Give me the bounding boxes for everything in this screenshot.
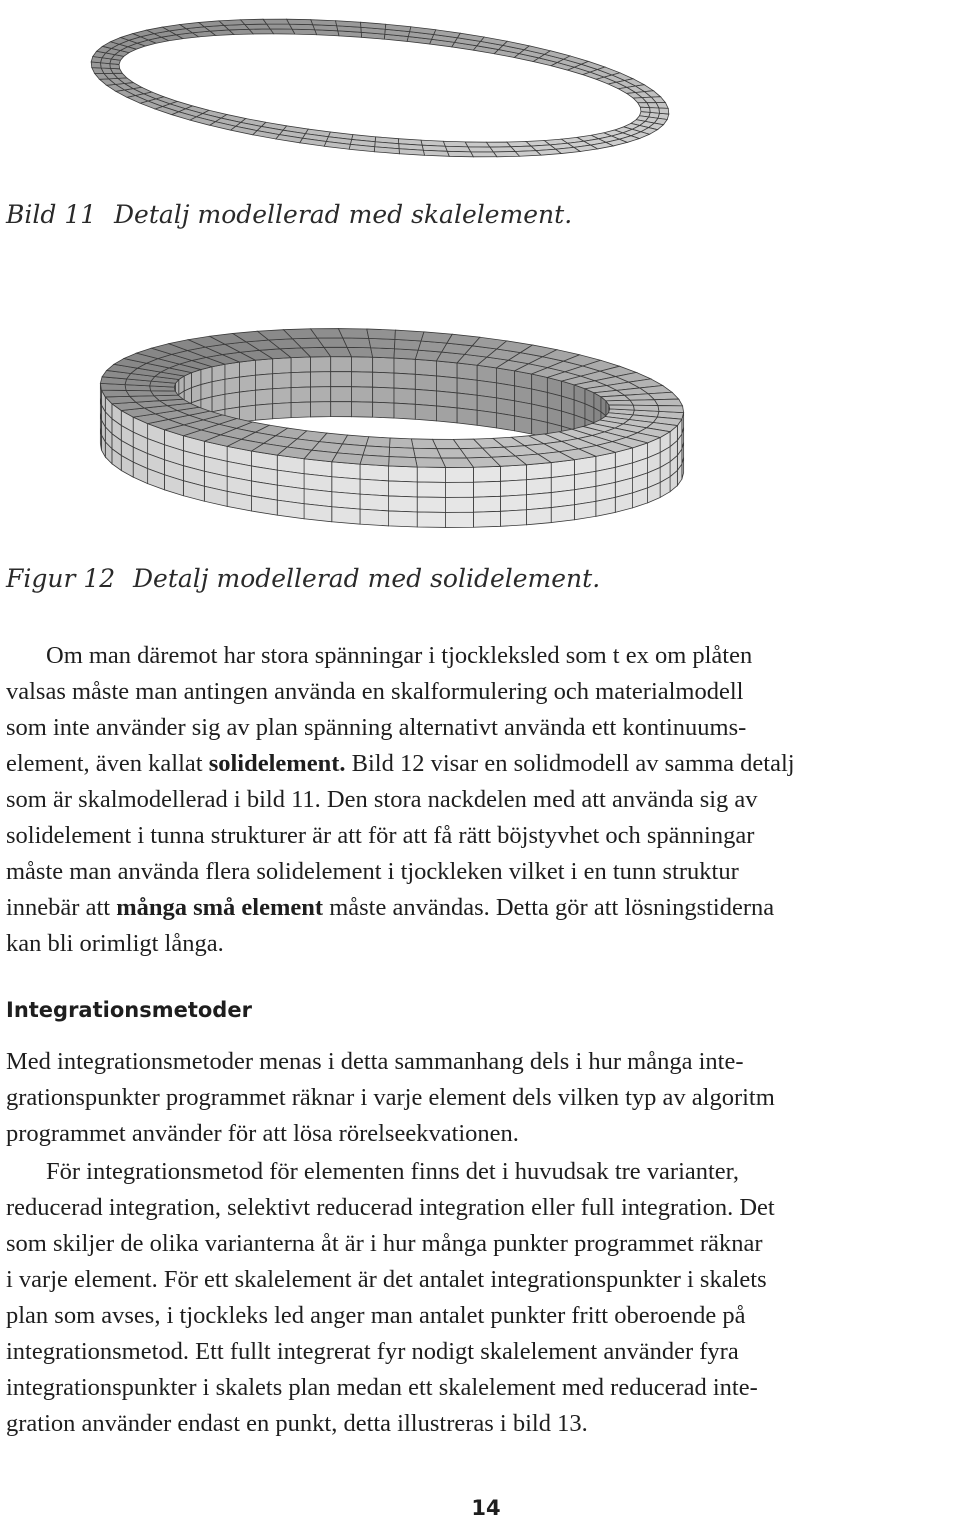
- mesh-element: [417, 467, 445, 482]
- mesh-element: [367, 329, 396, 339]
- mesh-element: [291, 387, 310, 403]
- paragraph-solid-elements: [6, 638, 956, 962]
- text-line: som är skalmodellerad i bild 11. Den stora nackdelen med att använda sig av: [6, 786, 758, 813]
- mesh-element: [500, 510, 526, 527]
- mesh-element: [415, 458, 445, 468]
- mesh-element: [373, 372, 394, 388]
- mesh-element: [415, 404, 436, 421]
- mesh-element: [659, 108, 669, 114]
- mesh-element: [351, 357, 372, 372]
- mesh-element: [526, 478, 551, 495]
- mesh-element: [399, 149, 424, 156]
- mesh-element: [332, 462, 360, 479]
- text-line: grationspunkter programmet räknar i varje element dels vilken typ av algoritm: [6, 1084, 775, 1111]
- mesh-element: [347, 347, 373, 357]
- mesh-element: [633, 405, 659, 411]
- text-line: För integrationsmetod för elementen finns det i huvudsak tre varianter,: [46, 1158, 739, 1185]
- paragraph-integration-methods: [6, 1044, 956, 1152]
- mesh-element: [526, 508, 551, 525]
- mesh-element: [263, 19, 289, 24]
- mesh-element: [255, 404, 272, 420]
- mesh-element: [471, 152, 497, 157]
- text-line: måste man använda flera solidelement i tjockleken vilket i en tunn struktur: [6, 858, 739, 885]
- mesh-element: [239, 390, 255, 407]
- text-line: som skiljer de olika varianterna åt är i hur många punkter programmet räknar: [6, 1230, 763, 1257]
- mesh-element: [369, 338, 395, 348]
- mesh-element: [415, 374, 436, 391]
- mesh-element: [436, 361, 457, 378]
- mesh-element: [126, 390, 154, 396]
- mesh-element: [212, 394, 225, 412]
- figure-11-caption: [6, 200, 572, 229]
- mesh-element: [331, 402, 352, 417]
- mesh-element: [389, 466, 418, 482]
- mesh-element: [447, 151, 473, 157]
- text-line: Med integrationsmetoder menas i detta sammanhang dels i hur många inte-: [6, 1048, 744, 1075]
- mesh-element: [360, 464, 389, 481]
- mesh-element: [151, 391, 179, 396]
- mesh-element: [473, 511, 500, 527]
- mesh-element: [255, 359, 272, 375]
- mesh-element: [394, 358, 415, 374]
- mesh-element: [446, 482, 474, 497]
- shell-ring-graphic: [0, 0, 960, 175]
- mesh-element: [277, 500, 304, 519]
- mesh-element: [493, 152, 519, 157]
- mesh-element: [311, 20, 337, 26]
- mesh-element: [332, 477, 360, 494]
- mesh-element: [239, 375, 255, 392]
- mesh-element: [417, 497, 445, 512]
- mesh-element: [457, 363, 477, 380]
- figure-12-caption: [6, 564, 600, 593]
- text-line: gration använder endast en punkt, detta illustreras i bild 13.: [6, 1410, 588, 1437]
- text-line: innebär att många små element måste användas. Detta gör att lösningstiderna: [6, 894, 775, 921]
- mesh-element: [270, 29, 295, 34]
- mesh-element: [486, 142, 511, 147]
- mesh-element: [500, 465, 526, 482]
- mesh-element: [417, 482, 445, 497]
- mesh-element: [101, 390, 129, 397]
- mesh-element: [351, 402, 372, 417]
- mesh-element: [389, 481, 418, 497]
- mesh-element: [413, 448, 441, 458]
- mesh-element: [630, 400, 658, 406]
- mesh-element: [360, 455, 389, 466]
- mesh-element: [473, 466, 500, 482]
- mesh-element: [273, 373, 291, 389]
- text-line: solidelement i tunna strukturer är att för att få rätt böjstyvhet och spänningar: [6, 822, 755, 849]
- mesh-element: [423, 150, 449, 156]
- mesh-element: [658, 406, 684, 413]
- text-line: valsas måste man antingen använda en skalformulering och materialmodell: [6, 678, 744, 705]
- paragraph-integration-variants: [6, 1154, 956, 1442]
- emphasis-many-small-elements: många små element: [116, 894, 324, 921]
- mesh-element: [245, 24, 270, 29]
- mesh-element: [411, 439, 437, 449]
- mesh-element: [457, 408, 477, 425]
- mesh-element: [343, 338, 371, 348]
- text-line: plan som avses, i tjockleks led anger man antalet punkter fritt oberoende på: [6, 1302, 746, 1329]
- mesh-element: [526, 463, 551, 480]
- text-line: integrationsmetod. Ett fullt integrerat fyr nodigt skalelement använder fyra: [6, 1338, 739, 1365]
- mesh-element: [100, 428, 101, 450]
- emphasis-solidelement: solidelement.: [208, 750, 346, 777]
- mesh-element: [473, 496, 500, 512]
- text-line: kan bli orimligt långa.: [6, 930, 224, 957]
- mesh-element: [457, 393, 477, 410]
- mesh-element: [332, 492, 360, 509]
- mesh-element: [373, 402, 394, 418]
- mesh-element: [394, 388, 415, 404]
- mesh-element: [417, 512, 445, 527]
- text-line: element, även kallat solidelement. Bild 12 visar en solidmodell av samma detalj: [6, 750, 795, 777]
- mesh-element: [574, 501, 595, 519]
- mesh-element: [389, 511, 418, 527]
- mesh-element: [360, 509, 389, 526]
- mesh-element: [311, 357, 331, 372]
- mesh-element: [360, 494, 389, 511]
- mesh-element: [473, 481, 500, 497]
- mesh-element: [239, 360, 255, 377]
- figure-12-number: Figur 12: [6, 564, 116, 593]
- mesh-element: [395, 330, 424, 341]
- mesh-element: [468, 147, 493, 152]
- mesh-element: [373, 387, 394, 403]
- mesh-element: [415, 359, 436, 376]
- mesh-element: [255, 389, 272, 405]
- mesh-element: [212, 379, 225, 397]
- mesh-element: [225, 362, 239, 379]
- mesh-element: [331, 372, 352, 387]
- text-line: integrationspunkter i skalets plan medan ett skalelement med reducerad inte-: [6, 1374, 758, 1401]
- mesh-element: [436, 391, 457, 408]
- solid-ring-graphic: [0, 320, 960, 540]
- mesh-element: [267, 24, 292, 29]
- mesh-element: [606, 400, 634, 405]
- figure-11-text: Detalj modellerad med skalelement.: [114, 200, 573, 229]
- mesh-element: [331, 387, 352, 402]
- mesh-element: [515, 416, 532, 434]
- section-heading: Integrationsmetoder: [6, 998, 252, 1022]
- mesh-element: [389, 496, 418, 512]
- mesh-element: [465, 142, 490, 147]
- mesh-element: [640, 107, 650, 112]
- mesh-element: [389, 447, 415, 457]
- mesh-element: [273, 388, 291, 404]
- mesh-element: [446, 467, 474, 482]
- mesh-element: [390, 438, 414, 448]
- mesh-element: [332, 507, 360, 524]
- mesh-element: [338, 329, 368, 339]
- text-line: i varje element. För ett skalelement är det antalet integrationspunkter i skalets: [6, 1266, 767, 1293]
- mesh-element: [311, 387, 331, 402]
- mesh-element: [500, 480, 526, 497]
- mesh-element: [291, 357, 310, 373]
- mesh-element: [249, 29, 274, 34]
- figure-11-number: Bild 11: [6, 200, 97, 229]
- mesh-element: [436, 406, 457, 423]
- mesh-element: [394, 403, 415, 419]
- mesh-element: [551, 505, 574, 523]
- mesh-element: [273, 403, 291, 419]
- mesh-element: [255, 374, 272, 390]
- text-line: reducerad integration, selektivt reducerad integration eller full integration. Det: [6, 1194, 775, 1221]
- mesh-element: [311, 402, 331, 417]
- mesh-element: [273, 358, 291, 374]
- mesh-element: [291, 402, 310, 418]
- mesh-element: [648, 392, 678, 399]
- mesh-element: [241, 19, 267, 24]
- mesh-element: [650, 108, 660, 114]
- mesh-element: [654, 399, 682, 406]
- page-number: 14: [471, 1496, 501, 1520]
- mesh-element: [291, 372, 310, 388]
- mesh-element: [331, 357, 352, 372]
- mesh-element: [609, 405, 634, 410]
- text-line: som inte använder sig av plan spänning alternativt använda ett kontinuums-: [6, 714, 747, 741]
- mesh-element: [394, 373, 415, 389]
- shell-ring-figure: [0, 0, 960, 175]
- mesh-element: [212, 364, 225, 382]
- mesh-element: [351, 372, 372, 387]
- mesh-element: [446, 512, 474, 527]
- mesh-element: [415, 389, 436, 406]
- mesh-element: [496, 413, 514, 431]
- mesh-element: [373, 357, 394, 373]
- mesh-element: [446, 497, 474, 512]
- mesh-element: [389, 457, 418, 467]
- mesh-element: [311, 372, 331, 387]
- mesh-element: [500, 495, 526, 512]
- mesh-element: [360, 479, 389, 496]
- mesh-element: [287, 19, 313, 25]
- text-line: Om man däremot har stora spänningar i tjockleksled som t ex om plåten: [46, 642, 753, 669]
- mesh-element: [490, 147, 515, 152]
- mesh-element: [336, 21, 361, 28]
- mesh-element: [526, 493, 551, 510]
- text-line: programmet använder för att lösa rörelseekvationen.: [6, 1120, 519, 1147]
- mesh-element: [436, 376, 457, 393]
- mesh-element: [371, 348, 395, 358]
- mesh-element: [477, 410, 496, 428]
- mesh-element: [225, 377, 239, 394]
- mesh-element: [351, 387, 372, 402]
- mesh-element: [457, 378, 477, 395]
- mesh-element: [225, 392, 239, 409]
- mesh-element: [304, 504, 332, 522]
- solid-ring-figure: [0, 320, 960, 540]
- figure-12-text: Detalj modellerad med solidelement.: [133, 564, 601, 593]
